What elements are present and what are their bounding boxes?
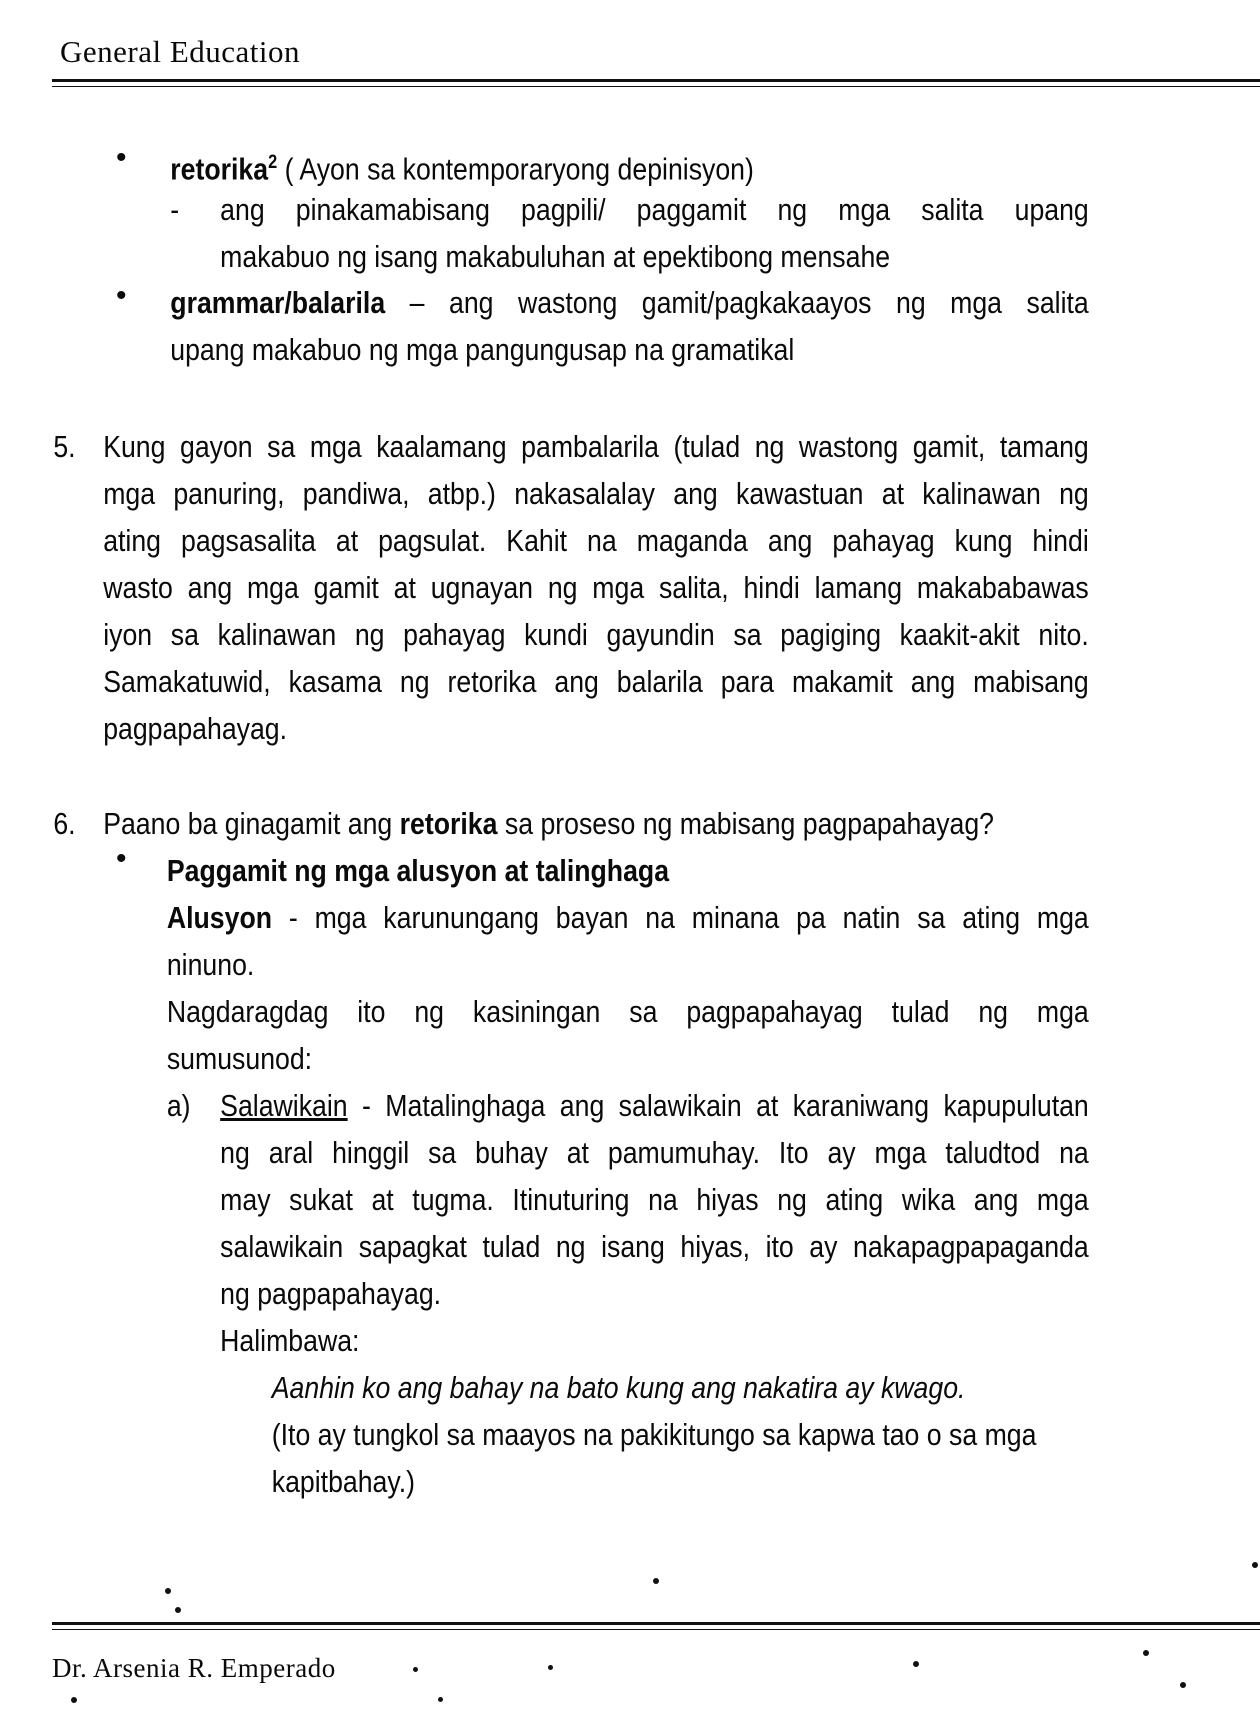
retorika-definition-line: makabuo ng isang makabuluhan at epektibong mensahe [220,239,891,274]
retorika-term: retorika [170,151,269,187]
definition-dash: - [170,192,180,227]
item5-line: wasto ang mga gamit at ugnayan ng mga salita, hindi lamang makababawas [103,570,1089,605]
header-rule-thin [52,86,1260,87]
example-proverb: Aanhin ko ang bahay na bato kung ang nakatira ay kwago. [271,1370,966,1405]
retorika2-heading [170,139,754,192]
example-note-line: (Ito ay tungkol sa maayos na pakikitungo sa kapwa tao o sa mga [271,1417,1037,1452]
scan-speck [175,1607,181,1613]
grammar-term: grammar/balarila [170,285,386,320]
footer-author: Dr. Arsenia R. Emperado [52,1653,336,1683]
scan-speck [1252,1562,1258,1568]
retorika-parenthetical: ( Ayon sa kontemporaryong depinisyon) [277,151,754,187]
item5-line: pagpapahayag. [103,711,288,746]
header-rule [52,79,1260,82]
item5-line: Samakatuwid, kasama ng retorika ang balarila para makamit ang mabisang [103,664,1089,699]
alusyon-definition-line: ninuno. [166,947,255,982]
alusyon-definition-line [167,894,1089,941]
scan-speck [438,1697,443,1702]
scan-speck [1180,1682,1186,1688]
scan-speck [548,1665,553,1670]
scan-speck [413,1667,418,1672]
question-text: Paano ba ginagamit ang [103,806,400,841]
alusyon-definition: - mga karunungang bayan na minana pa natin sa ating mga [272,900,1089,935]
question-text: sa proseso ng mabisang pagpapahayag? [497,806,995,841]
grammar-definition-line [170,279,1088,326]
footer-rule-thin [52,1629,1260,1630]
scan-speck [165,1588,171,1594]
item5-line: ating pagsasalita at pagsulat. Kahit na maganda ang pahayag kung hindi [103,523,1089,558]
grammar-definition: – ang wastong gamit/pagkakaayos ng mga salita [385,285,1089,320]
bullet-icon: • [116,842,127,875]
salawikain-definition-line: ng aral hinggil sa buhay at pamumuhay. Ito ay mga taludtod na [220,1135,1089,1170]
salawikain-definition-line [220,1082,1089,1129]
item5-line: iyon sa kalinawan ng pahayag kundi gayundin sa pagiging kaakit-akit nito. [103,617,1089,652]
salawikain-definition-line: may sukat at tugma. Itinuturing na hiyas ng ating wika ang mga [220,1182,1089,1217]
bullet-heading: Paggamit ng mga alusyon at talinghaga [166,853,670,888]
item-number: 6. [53,806,76,841]
sub-item-marker: a) [166,1088,191,1123]
scan-speck [913,1661,919,1667]
page-header-title: General Education [60,34,301,69]
nagdaragdag-line: Nagdaragdag ito ng kasiningan sa pagpapahayag tulad ng mga [166,994,1089,1029]
halimbawa-label: Halimbawa: [220,1323,360,1358]
item5-line: Kung gayon sa mga kaalamang pambalarila (tulad ng wastong gamit, tamang [103,429,1089,464]
nagdaragdag-line: sumusunod: [166,1041,313,1076]
salawikain-definition-line: salawikain sapagkat tulad ng isang hiyas, ito ay nakapagpapaganda [220,1229,1089,1264]
salawikain-definition-line: ng pagpapahayag. [220,1276,442,1311]
example-note-line: kapitbahay.) [271,1464,416,1499]
alusyon-term: Alusyon [166,900,273,935]
item5-line: mga panuring, pandiwa, atbp.) nakasalalay ang kawastuan at kalinawan ng [103,476,1089,511]
item-number: 5. [53,429,76,464]
salawikain-definition: - Matalinghaga ang salawikain at karaniwang kapupulutan [347,1088,1089,1123]
question-bold-term: retorika [399,806,498,841]
salawikain-term: Salawikain [220,1088,348,1123]
grammar-definition-line: upang makabuo ng mga pangungusap na gramatikal [170,332,795,367]
scan-speck [1143,1650,1149,1656]
footer-rule [52,1622,1260,1625]
scan-speck [71,1697,77,1703]
bullet-icon: • [116,141,127,174]
retorika-superscript: 2 [268,152,278,173]
item6-question [103,800,994,847]
retorika-definition-line: ang pinakamabisang pagpili/ paggamit ng mga salita upang [220,192,1089,227]
scan-speck [653,1578,659,1584]
bullet-icon: • [116,279,127,312]
